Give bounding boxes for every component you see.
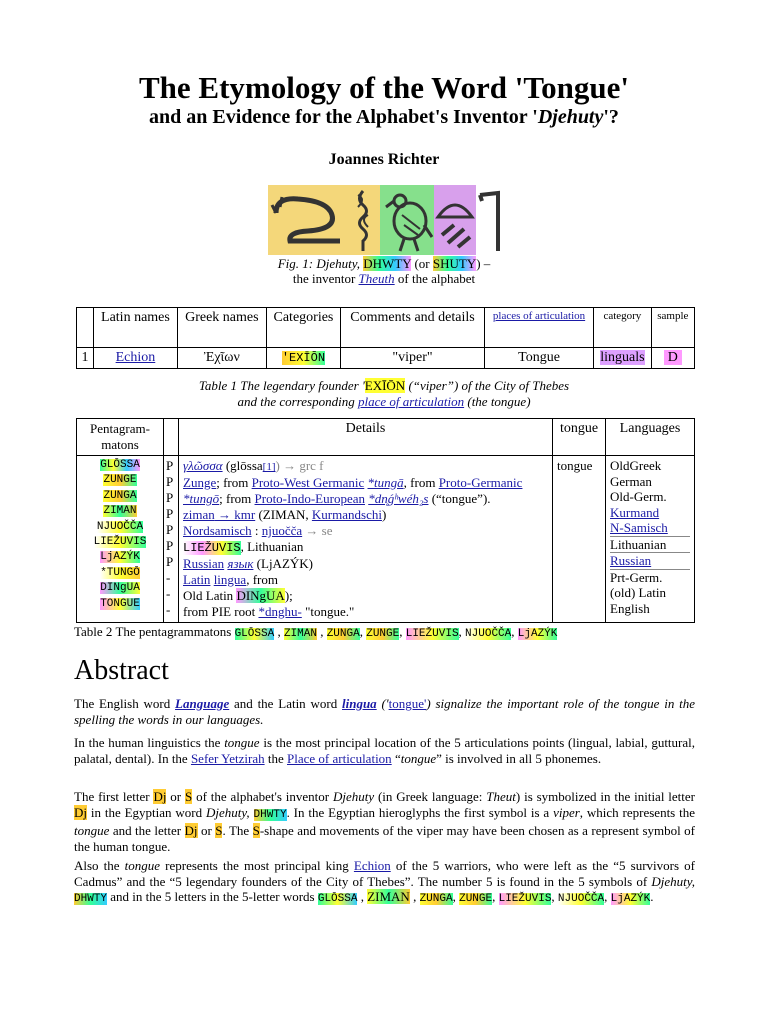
col-category: category xyxy=(594,308,652,348)
hieroglyph-figure xyxy=(268,185,502,255)
bird-glyph-icon xyxy=(380,185,434,255)
col-languages: Languages xyxy=(606,419,695,456)
col-categories: Categories xyxy=(266,308,340,348)
abstract-paragraph-2: In the human linguistics the tongue is the most principal location of the 5 articulations points (lingual, labial, guttural, palatal, dental). In the Sefer Yetzirah the Place of articulation “tongue” is involved in all 5 phonemes. xyxy=(74,735,696,766)
table2-caption: Table 2 The pentagrammatons GLŌSSA , ZIMAN , ZUNGA, ZUNGE, LIEŽUVIS, NJUOČČA, LjAZÝK xyxy=(74,624,558,640)
reed-glyph-icon xyxy=(346,185,380,255)
water-glyph-icon xyxy=(476,185,502,255)
horned-viper-glyph-icon xyxy=(268,185,346,255)
bread-glyph-icon xyxy=(434,185,476,255)
marker-column: P P P P P P P - - - xyxy=(164,456,179,623)
table1-caption: Table 1 The legendary founder 'EXĪŌN (“viper”) of the City of Thebes and the corresponding place of articulation (the tongue) xyxy=(198,378,570,409)
figure-caption: Fig. 1: Djehuty, DHWTY (or SHUTY) – the inventor Theuth of the alphabet xyxy=(277,256,491,286)
languages-cell: OldGreek German Old-Germ. Kurmand N-Samisch Lithuanian Russian Prt-Germ. (old) Latin English xyxy=(606,456,695,623)
col-pentagrammatons: Pentagram-matons xyxy=(77,419,164,456)
abstract-paragraph-4: Also the tongue represents the most principal king Echion of the 5 warriors, who were left as the “5 survivors of Cadmus” and the “5 legendary founders of the City of Thebes”. The number 5 is found in the 5 symbols of Djehuty, DHWTY and in the 5 letters in the 5-letter words GLŌSSA , ZIMAN , ZUNGA, ZUNGE, LIEŽUVIS, NJUOČČA, LjAZÝK. xyxy=(74,858,695,905)
abstract-paragraph-3: The first letter Dj or S of the alphabet's inventor Djehuty (in Greek language: Theut) is symbolized in the initial letter Dj in the Egyptian word Djehuty, DHWTY. In the Egyptian hieroglyphs the first symbol is a viper, which represents the tongue and the letter Dj or S. The S-shape and movements of the viper may have been chosen as a represent symbol of the human tongue. xyxy=(74,789,696,854)
founders-table xyxy=(76,307,695,369)
col-latin-names: Latin names xyxy=(94,308,178,348)
theuth-link[interactable]: Theuth xyxy=(358,271,395,286)
col-greek-names: Greek names xyxy=(177,308,266,348)
glossa-link[interactable]: γλῶσσα xyxy=(183,458,223,473)
col-sample: sample xyxy=(651,308,694,348)
abstract-paragraph-1: The English word Language and the Latin word lingua ('tongue') signalize the important role of the tongue in the spelling the words in our languages. xyxy=(74,696,696,727)
echion-link[interactable]: Echion xyxy=(94,348,178,369)
place-of-articulation-link[interactable]: place of articulation xyxy=(357,394,465,409)
col-details: Details xyxy=(179,419,553,456)
col-comments: Comments and details xyxy=(341,308,485,348)
pentagrammaton-list: GLŌSSA ZUNGE ZUNGA ZIMAN NJUOČČA LIEŽUVIS LjAZÝK *TUNGŌ DINgUA TONGUE xyxy=(77,456,164,623)
table-row: 1 Echion Ἐχῖων 'EXĪŌN "viper" Tongue linguals D xyxy=(77,348,695,369)
abstract-heading: Abstract xyxy=(74,655,169,686)
author-name: Joannes Richter xyxy=(328,151,440,168)
col-places-of-articulation[interactable]: places of articulation xyxy=(484,308,593,348)
details-cell: γλῶσσα (glōssa[1]) → grc f Zunge; from Proto-West Germanic *tungā, from Proto-Germanic *tungō; from Proto-Indo-European *dn̥ǵʰwéh₂s (“tongue”). ziman → kmr (ZIMAN, Kurmandschi) Nordsamisch : njuočča → se LIEŽUVIS, Lithuanian Russian язык (LjAZÝK) Latin lingua, from Old Latin DINgUA); from PIE root *dnghu- "tongue." xyxy=(179,456,553,623)
col-tongue: tongue xyxy=(553,419,606,456)
page-title: The Etymology of the Word 'Tongue' xyxy=(138,70,630,105)
page-subtitle: and an Evidence for the Alphabet's Inventor 'Djehuty'? xyxy=(149,106,619,128)
table-row: GLŌSSA ZUNGE ZUNGA ZIMAN NJUOČČA LIEŽUVIS LjAZÝK *TUNGŌ DINgUA TONGUE P P P P P P P - - - γλῶσσα (glōssa[1]) → grc f Zunge; from Proto-West Germanic *tungā, from Proto-Germanic *tungō; from Proto-Indo-European *dn̥ǵʰwéh₂s (“tongue”). ziman → kmr (ZIMAN, Kurmandschi) Nordsamisch : njuočča → se LIEŽUVIS, Lithuanian Russian язык (LjAZÝK) Latin lingua, from Old Latin DINgUA); from PIE root *dnghu- "tongue." tongue OldGreek German Old-Germ. Kurmand N-Samisch Lithuanian Russian Prt-Germ. (old) Latin English xyxy=(77,456,695,623)
pentagrammaton-table xyxy=(76,418,695,623)
